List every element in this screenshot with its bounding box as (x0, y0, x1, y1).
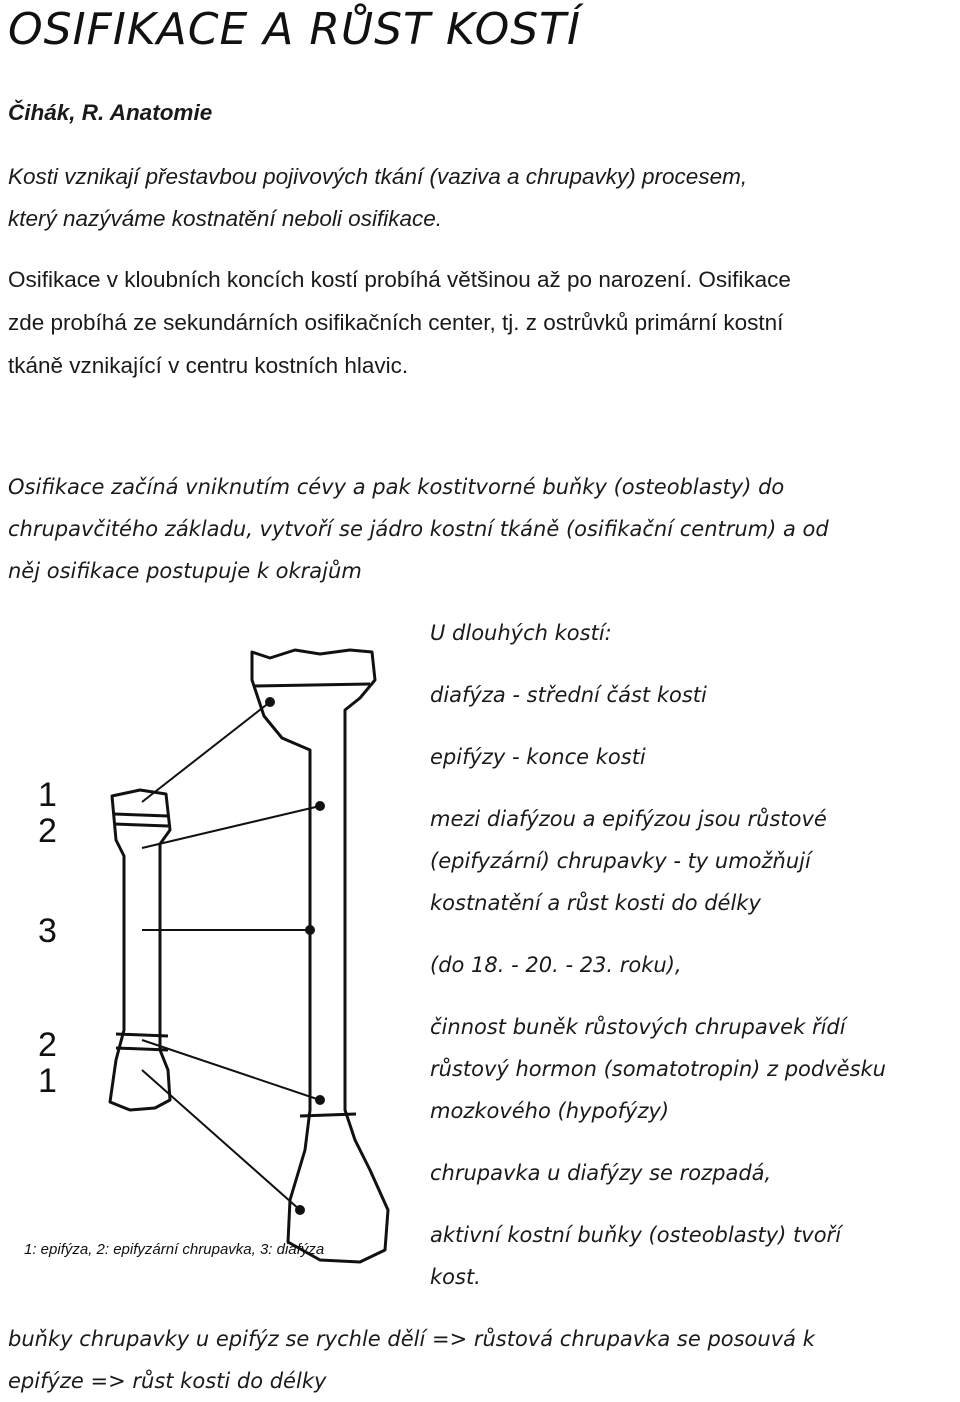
diafyza-text: diafýza - střední část kosti (430, 683, 707, 707)
label-1-bottom: 1 (38, 1062, 57, 1100)
conclusion-paragraph (8, 1318, 815, 1402)
start-line-1: Osifikace začíná vniknutím cévy a pak kostitvorné buňky (osteoblasty) do (8, 475, 785, 499)
conclusion-line-2: epifýze => růst kosti do délky (8, 1369, 327, 1393)
label-3: 3 (38, 912, 57, 950)
label-2-top: 2 (38, 812, 57, 850)
joint-line-2: zde probíhá ze sekundárních osifikačních center, tj. z ostrůvků primární kostní (8, 310, 784, 335)
cinnost-line-3: mozkového (hypofýzy) (430, 1099, 670, 1123)
start-paragraph (8, 466, 829, 592)
growth-plate-top (114, 814, 168, 826)
label-2-bottom: 2 (38, 1026, 57, 1064)
joint-line-1: Osifikace v kloubních koncích kostí probíhá většinou až po narození. Osifikace (8, 267, 791, 292)
conclusion-line-1: buňky chrupavky u epifýz se rychle dělí => růstová chrupavka se posouvá k (8, 1327, 815, 1351)
leader-line-1 (142, 702, 270, 802)
intro-line-1: Kosti vznikají přestavbou pojivových tkání (vaziva a chrupavky) procesem, (8, 164, 748, 189)
aktivni-line-2: kost. (430, 1265, 481, 1289)
leader-line-5 (142, 1070, 300, 1210)
joint-line-3: tkáně vznikající v centru kostních hlavic. (8, 353, 409, 378)
mezi-line-2: (epifyzární) chrupavky - ty umožňují (430, 849, 811, 873)
aktivni-line-1: aktivní kostní buňky (osteoblasty) tvoří (430, 1223, 842, 1247)
growth-plate-large-bottom (300, 1114, 356, 1116)
start-line-3: něj osifikace postupuje k okrajům (8, 559, 362, 583)
mezi-line-3: kostnatění a růst kosti do délky (430, 891, 761, 915)
mezi-line-1: mezi diafýzou a epifýzou jsou růstové (430, 807, 827, 831)
growth-plate-large-top (255, 684, 370, 686)
cinnost-line-2: růstový hormon (somatotropin) z podvěsku (430, 1057, 886, 1081)
page-title: OSIFIKACE A RŮST KOSTÍ (8, 4, 582, 55)
long-bones-heading: U dlouhých kostí: (430, 621, 612, 645)
label-1-top: 1 (38, 776, 57, 814)
rozpad-text: chrupavka u diafýzy se rozpadá, (430, 1161, 772, 1185)
source-reference: Čihák, R. Anatomie (8, 100, 213, 125)
bone-diagram (20, 630, 400, 1270)
epifyzy-text: epifýzy - konce kosti (430, 745, 646, 769)
age-text: (do 18. - 20. - 23. roku), (430, 953, 682, 977)
small-bone-outline (110, 790, 170, 1110)
large-bone-outline (252, 650, 388, 1262)
joint-paragraph (8, 258, 791, 387)
intro-paragraph (8, 156, 747, 240)
cinnost-line-1: činnost buněk růstových chrupavek řídí (430, 1015, 846, 1039)
start-line-2: chrupavčitého základu, vytvoří se jádro kostní tkáně (osifikační centrum) a od (8, 517, 829, 541)
long-bones-section (430, 612, 886, 1298)
intro-line-2: který nazýváme kostnatění neboli osifikace. (8, 206, 442, 231)
figure-caption: 1: epifýza, 2: epifyzární chrupavka, 3: diafýza (24, 1241, 325, 1258)
